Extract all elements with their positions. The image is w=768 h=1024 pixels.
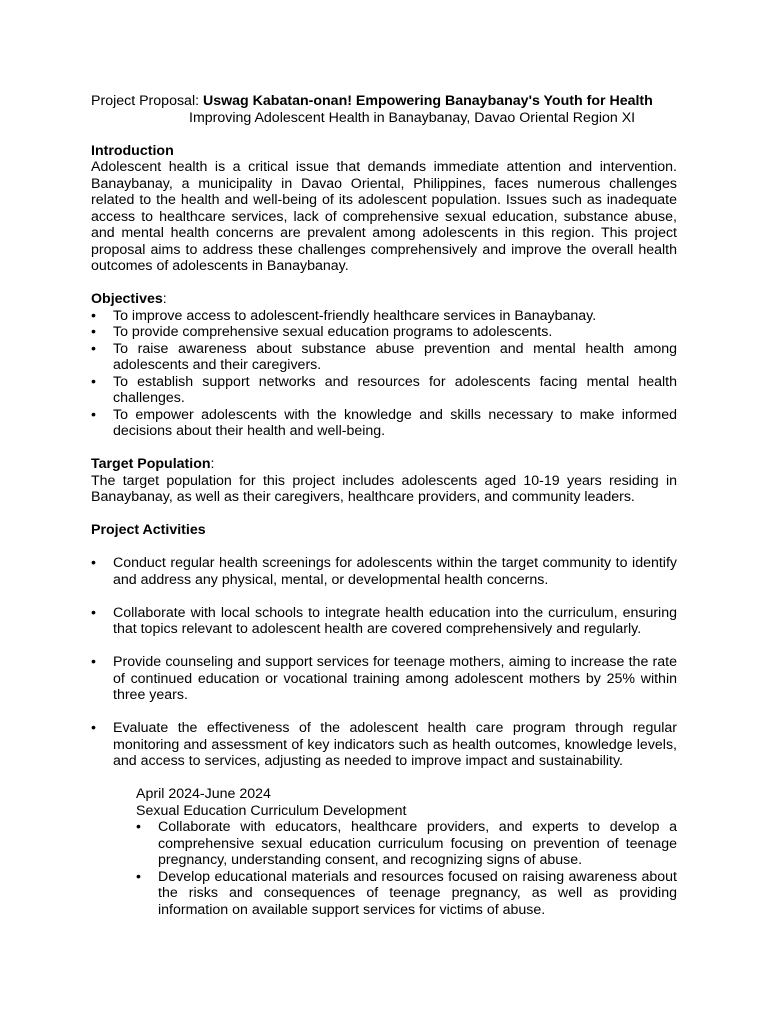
target-population-body: The target population for this project includes adolescents aged 10-19 years residing in Banaybanay, as well as their caregivers, healthcare providers, and community leaders. [91, 472, 677, 505]
list-item [91, 407, 677, 440]
timeline-list [136, 819, 677, 918]
timeline-item-text: Collaborate with educators, healthcare providers, and experts to develop a comprehensive sexual education curriculum focusing on prevention of teenage pregnancy, understanding consent, and recognizing signs of abuse. [158, 819, 677, 868]
bullet-marker: • [91, 604, 96, 621]
project-activities-list [91, 555, 677, 770]
activity-text: Conduct regular health screenings for adolescents within the target community to identify and address any physical, mental, or developmental health concerns. [113, 555, 677, 588]
list-item [91, 605, 677, 638]
list-item [91, 555, 677, 588]
objectives-heading: Objectives [91, 291, 163, 307]
bullet-marker: • [91, 654, 96, 670]
objective-text: To improve access to adolescent-friendly healthcare services in Banaybanay. [113, 307, 597, 324]
target-population-heading-line [91, 456, 677, 473]
target-population-colon: : [210, 456, 215, 472]
project-activities-heading: Project Activities [91, 522, 206, 538]
objective-text: To provide comprehensive sexual education programs to adolescents. [113, 324, 553, 340]
activity-text: Collaborate with local schools to integrate health education into the curriculum, ensuring that topics relevant to adolescent health are covered comprehensively and regularly. [113, 604, 677, 637]
objectives-colon: : [162, 291, 167, 307]
list-item [91, 720, 677, 770]
list-item [136, 869, 677, 919]
introduction-heading: Introduction [91, 142, 174, 159]
target-population-section [91, 456, 677, 506]
proposal-subtitle: Improving Adolescent Health in Banaybanay, Davao Oriental Region XI [189, 109, 636, 126]
bullet-marker: • [136, 868, 141, 885]
objective-text: To establish support networks and resources for adolescents facing mental health challenges. [113, 373, 677, 406]
project-activities-section [91, 522, 677, 770]
objective-text: To empower adolescents with the knowledge and skills necessary to make informed decisions about their health and well-being. [113, 406, 677, 439]
bullet-marker: • [91, 406, 96, 423]
bullet-marker: • [136, 819, 141, 835]
objectives-list [91, 308, 677, 440]
bullet-marker: • [91, 720, 96, 736]
objectives-heading-line [91, 291, 677, 308]
timeline-period: April 2024-June 2024 [136, 786, 271, 802]
list-item [91, 324, 677, 341]
proposal-title: Uswag Kabatan-onan! Empowering Banaybanay's Youth for Health [202, 93, 653, 109]
list-item [91, 654, 677, 704]
target-population-heading: Target Population [91, 456, 211, 472]
objective-text: To raise awareness about substance abuse prevention and mental health among adolescents and their caregivers. [113, 340, 677, 373]
bullet-marker: • [91, 373, 96, 390]
list-item [136, 819, 677, 869]
bullet-marker: • [91, 555, 96, 571]
proposal-title-line [91, 93, 677, 110]
timeline-item-text: Develop educational materials and resources focused on raising awareness about the risks and consequences of teenage pregnancy, as well as providing information on available support services for victims of abuse. [158, 868, 677, 918]
timeline-phase: Sexual Education Curriculum Development [136, 802, 407, 819]
timeline-section [91, 786, 677, 918]
bullet-marker: • [91, 340, 96, 357]
list-item [91, 341, 677, 374]
activity-text: Evaluate the effectiveness of the adolescent health care program through regular monitoring and assessment of key indicators such as health outcomes, knowledge levels, and access to services, adjusting as needed to improve impact and sustainability. [113, 720, 677, 769]
document-header [91, 93, 677, 126]
objectives-section [91, 291, 677, 440]
activity-text: Provide counseling and support services for teenage mothers, aiming to increase the rate of continued education or vocational training among adolescent mothers by 25% within three years. [113, 654, 677, 703]
bullet-marker: • [91, 324, 96, 340]
bullet-marker: • [91, 307, 96, 324]
list-item [91, 308, 677, 325]
introduction-body: Adolescent health is a critical issue that demands immediate attention and intervention. Banaybanay, a municipality in Davao Oriental, Philippines, faces numerous challenges related to the health and well-being of its adolescent population. Issues such as inadequate access to healthcare services, lack of comprehensive sexual education, substance abuse, and mental health concerns are prevalent among adolescents in this region. This project proposal aims to address these challenges comprehensively and improve the overall health outcomes of adolescents in Banaybanay. [91, 159, 677, 274]
introduction-section [91, 143, 677, 275]
title-prefix: Project Proposal: [91, 93, 203, 109]
list-item [91, 374, 677, 407]
